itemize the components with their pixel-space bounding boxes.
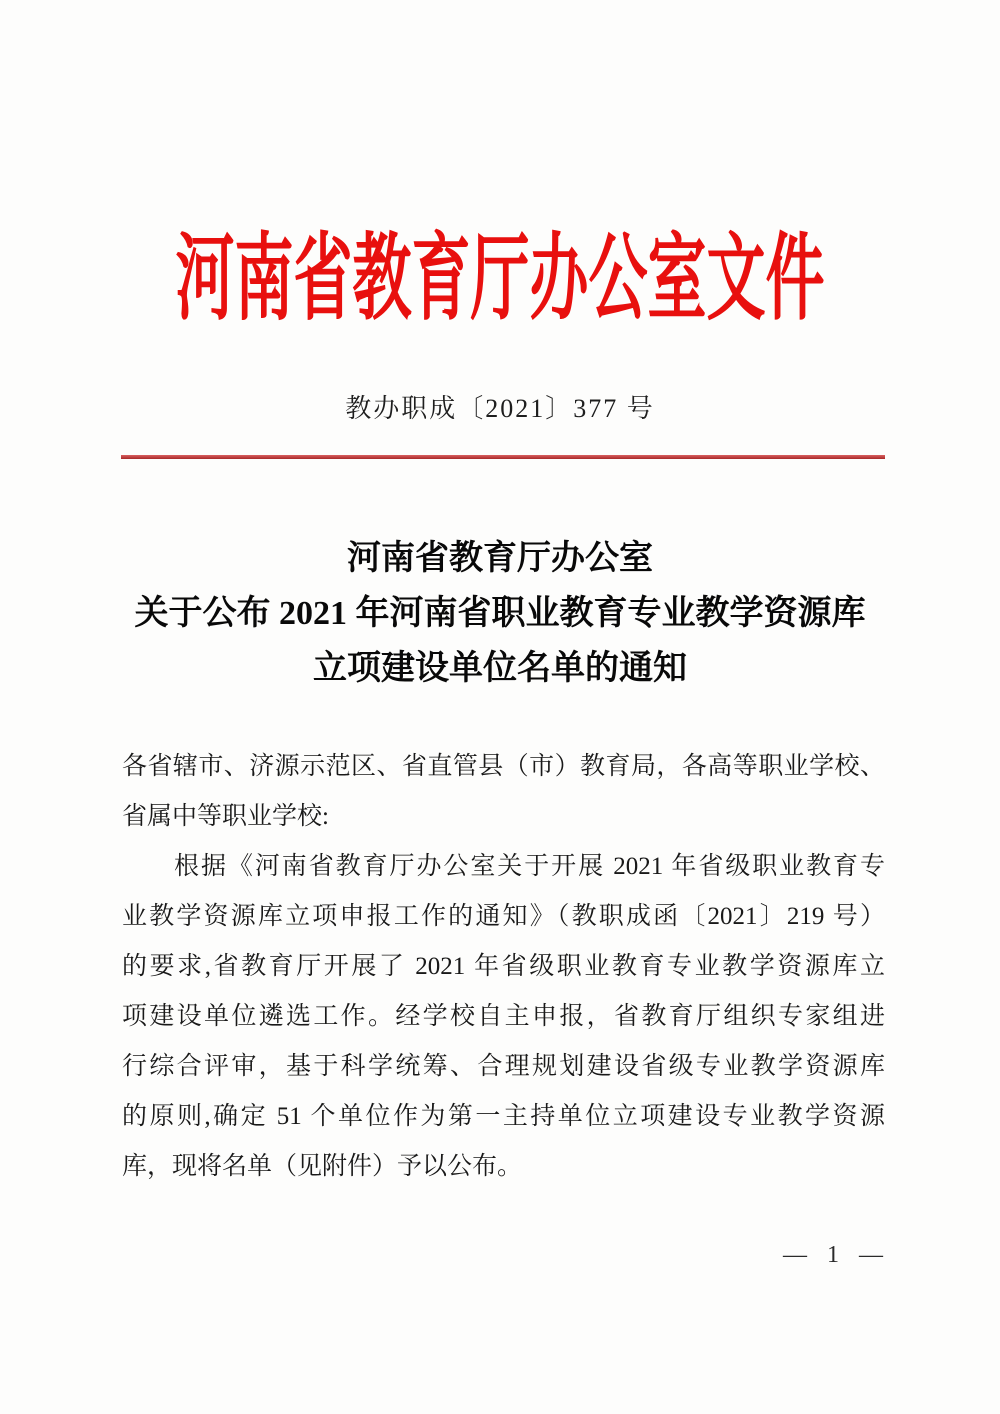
paragraph-line: 的原则,确定 51 个单位作为第一主持单位立项建设专业教学资源	[122, 1103, 885, 1130]
notice-title-line-3: 立项建设单位名单的通知	[313, 650, 687, 687]
paragraph-line: 根据《河南省教育厅办公室关于开展 2021 年省级职业教育专	[174, 853, 885, 880]
paragraph-line: 项建设单位遴选工作。经学校自主申报，省教育厅组织专家组进	[122, 1003, 885, 1030]
addressee-line: 各省辖市、济源示范区、省直管县（市）教育局，各高等职业学校、	[122, 753, 885, 780]
notice-title	[118, 531, 882, 696]
page-number: — 1 —	[783, 1242, 884, 1268]
paragraph-line: 行综合评审，基于科学统筹、合理规划建设省级专业教学资源库	[122, 1053, 885, 1080]
paragraph-line: 的要求,省教育厅开展了 2021 年省级职业教育专业教学资源库立	[122, 953, 885, 980]
notice-title-line-1: 河南省教育厅办公室	[347, 540, 653, 577]
paragraph-line: 业教学资源库立项申报工作的通知》（教职成函〔2021〕219 号）	[122, 903, 885, 930]
letterhead-title: 河南省教育厅办公室文件	[175, 225, 825, 332]
notice-title-line-2: 关于公布 2021 年河南省职业教育专业教学资源库	[134, 595, 866, 632]
red-divider-line	[121, 455, 885, 459]
addressee-line: 省属中等职业学校:	[122, 803, 329, 830]
document-number: 教办职成〔2021〕377 号	[345, 394, 655, 423]
paragraph-line: 库，现将名单（见附件）予以公布。	[122, 1153, 523, 1180]
notice-body	[122, 742, 885, 1192]
